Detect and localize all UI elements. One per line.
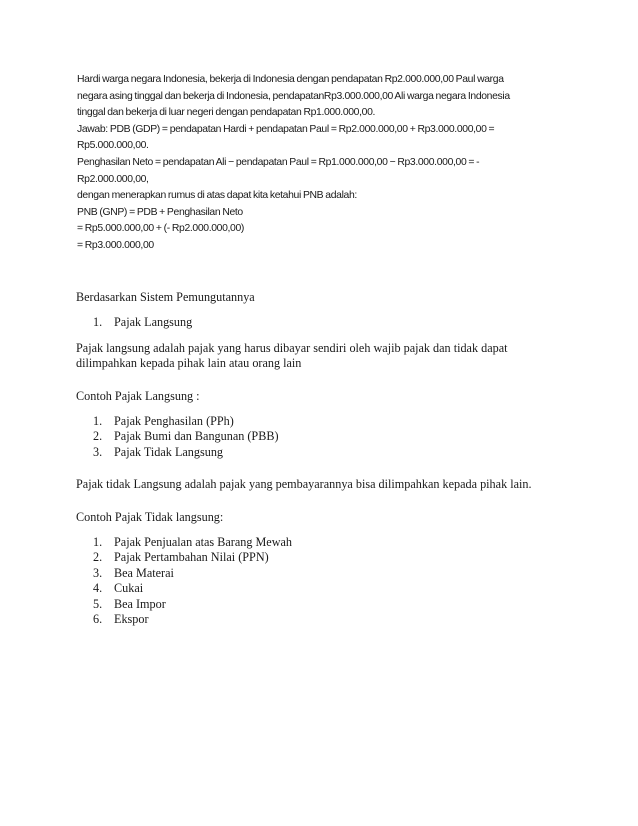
- tax-section: [76, 290, 576, 628]
- example-line: PNB (GNP) = PDB + Penghasilan Neto: [77, 206, 243, 218]
- list-label: Ekspor: [114, 612, 149, 627]
- example-line: Hardi warga negara Indonesia, bekerja di Indonesia dengan pendapatan Rp2.000.000,00 Paul warga: [77, 74, 504, 85]
- list-item: [76, 414, 576, 429]
- list-label: Pajak Bumi dan Bangunan (PBB): [114, 429, 279, 444]
- list-number: 4.: [93, 581, 103, 596]
- example-line: dengan menerapkan rumus di atas dapat kita ketahui PNB adalah:: [77, 190, 357, 202]
- list-number: 2.: [93, 550, 103, 565]
- list-label: Pajak Tidak Langsung: [114, 444, 224, 459]
- section-heading: Berdasarkan Sistem Pemungutannya: [76, 290, 255, 304]
- list-item: [76, 581, 576, 596]
- gnp-example-block: [77, 72, 577, 255]
- list-item: [76, 445, 576, 460]
- list-label: Pajak Langsung: [114, 315, 193, 330]
- example-line: Penghasilan Neto = pendapatan Ali − pendapatan Paul = Rp1.000.000,00 − Rp3.000.000,00 = -: [77, 156, 480, 168]
- example-line: = Rp3.000.000,00: [77, 239, 154, 251]
- indirect-examples-heading: Contoh Pajak Tidak langsung:: [76, 509, 224, 524]
- list-number: 2.: [93, 429, 103, 444]
- direct-tax-definition: dilimpahkan kepada pihak lain atau orang lain: [76, 356, 302, 371]
- list-label: Cukai: [114, 581, 144, 596]
- direct-examples-heading: Contoh Pajak Langsung :: [76, 388, 200, 403]
- list-label: Bea Materai: [114, 565, 174, 580]
- indirect-tax-definition: Pajak tidak Langsung adalah pajak yang pembayarannya bisa dilimpahkan kepada pihak lain.: [76, 477, 532, 492]
- list-number: 6.: [93, 612, 103, 627]
- list-number: 1.: [93, 414, 103, 429]
- list-number: 3.: [93, 444, 103, 459]
- list-number: 5.: [93, 596, 103, 611]
- example-line: negara asing tinggal dan bekerja di Indonesia, pendapatanRp3.000.000,00 Ali warga negara Indonesia: [77, 90, 510, 102]
- list-item: [76, 550, 576, 565]
- list-label: Pajak Penghasilan (PPh): [114, 414, 234, 429]
- list-item: [76, 597, 576, 612]
- example-line: Rp2.000.000,00,: [77, 173, 149, 185]
- example-line: Jawab: PDB (GDP) = pendapatan Hardi + pendapatan Paul = Rp2.000.000,00 + Rp3.000.000,00 =: [77, 123, 495, 135]
- list-item: [76, 566, 576, 581]
- example-line: Rp5.000.000,00.: [77, 140, 149, 152]
- list-item: [76, 535, 576, 550]
- list-number: 1.: [93, 535, 103, 550]
- list-item: [76, 612, 576, 627]
- list-item: [76, 315, 576, 330]
- list-number: 1.: [93, 315, 103, 330]
- list-label: Bea Impor: [114, 596, 166, 611]
- example-line: tinggal dan bekerja di luar negeri dengan pendapatan Rp1.000.000,00.: [77, 107, 376, 119]
- list-label: Pajak Penjualan atas Barang Mewah: [114, 535, 293, 550]
- example-line: = Rp5.000.000,00 + (- Rp2.000.000,00): [77, 223, 245, 235]
- main-list: [76, 315, 576, 330]
- direct-examples-list: [76, 414, 576, 460]
- indirect-examples-list: [76, 535, 576, 627]
- list-number: 3.: [93, 565, 103, 580]
- direct-tax-definition: Pajak langsung adalah pajak yang harus dibayar sendiri oleh wajib pajak dan tidak dapat: [76, 340, 508, 355]
- list-item: [76, 429, 576, 444]
- list-label: Pajak Pertambahan Nilai (PPN): [114, 550, 269, 565]
